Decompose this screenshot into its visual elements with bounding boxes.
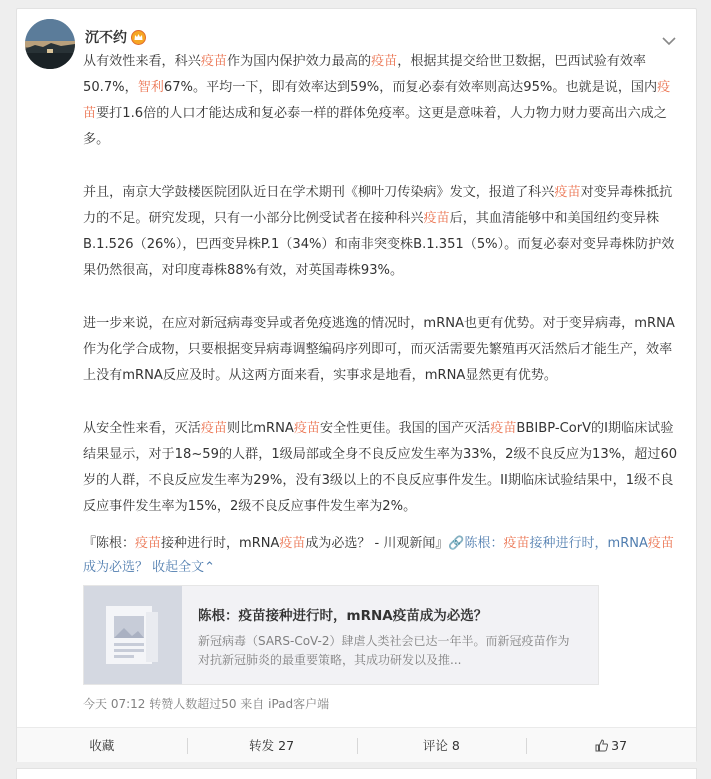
- link-preview-card[interactable]: [83, 585, 599, 685]
- text-segment: 要打1.6倍的人口才能达成和复必泰一样的群体免疫率。这更是意味着，人力物力财力要高出六成之多。: [83, 106, 667, 147]
- crown-badge-icon: [131, 30, 146, 45]
- weibo-post-card: [16, 8, 697, 762]
- chevron-down-icon[interactable]: [662, 31, 676, 41]
- text-segment: 从安全性来看，灭活: [83, 421, 201, 436]
- topic-keyword-link[interactable]: 智利: [137, 80, 164, 95]
- username-row: [85, 27, 146, 47]
- topic-keyword-link[interactable]: 疫苗: [279, 536, 306, 551]
- collect-button[interactable]: [17, 728, 187, 762]
- post-paragraph: [83, 311, 681, 389]
- thumbs-up-icon: [595, 739, 608, 752]
- post-paragraph: [83, 180, 681, 284]
- topic-keyword-link[interactable]: 疫苗: [554, 185, 581, 200]
- like-count: 37: [611, 737, 628, 753]
- avatar[interactable]: [25, 19, 75, 69]
- text-segment: 安全性更佳。我国的国产灭活: [320, 421, 491, 436]
- post-content: [83, 49, 681, 580]
- text-segment: BBIBP-CorV的I期临床试验结果显示，对于18~59的人群，1级局部或全身不良反应发生率为33%，2级不良反应为13%，超过60岁的人群，不良反应发生率为29%，没有3级以上的不良反应事件发生。II期临床试验结果中，1级不良反应事件发生率为15%，2级不良反应事件发生率为2%。: [83, 421, 678, 514]
- text-segment: 接种进行时，mRNA: [161, 536, 280, 551]
- topic-keyword-link[interactable]: 疫苗: [293, 421, 321, 436]
- post-meta: 今天 07:12 转赞人数超过50 来自 iPad客户端: [83, 697, 330, 711]
- topic-keyword-link[interactable]: 疫苗: [200, 421, 228, 436]
- text-segment: 后，其血清能够中和美国纽约变异株B.1.526（26%），巴西变异株P.1（34%）和南非突变株B.1.351（5%）。而复必泰对变异毒株防护效果仍然很高，对印度毒株88%有效，对英国毒株93%。: [83, 211, 675, 278]
- topic-keyword-link[interactable]: 疫苗: [490, 421, 517, 436]
- text-segment: 『陈根：: [83, 536, 136, 551]
- topic-keyword-link[interactable]: 疫苗: [503, 536, 530, 551]
- comment-label: 评论 8: [422, 738, 460, 753]
- text-segment: 则比mRNA: [227, 421, 294, 436]
- comment-button[interactable]: [357, 728, 527, 762]
- repost-button[interactable]: [187, 728, 357, 762]
- topic-keyword-link[interactable]: 疫苗: [371, 54, 398, 69]
- text-segment: 对变异毒株抵抗力的不足。研究发现，只有一小部分比例受试者在接种科兴: [83, 185, 673, 226]
- link-card-desc-line1: 新冠病毒（SARS-CoV-2）肆虐人类社会已达一年半。而新冠疫苗作为: [198, 634, 570, 648]
- topic-keyword-link[interactable]: 疫苗: [423, 211, 450, 226]
- text-segment: 从有效性来看，科兴: [83, 54, 201, 69]
- post-paragraph: [83, 416, 681, 520]
- text-segment: 作为国内保护效力最高的: [227, 54, 372, 69]
- post-paragraph: [83, 49, 681, 153]
- article-link-text[interactable]: 收起全文⌃: [148, 560, 216, 575]
- next-card-edge: [16, 768, 697, 779]
- text-segment: ，根据其提交给世卫数据，巴西试验有效率50.7%，: [83, 54, 647, 95]
- collect-label: 收藏: [89, 738, 115, 753]
- username[interactable]: 沉不约: [85, 30, 127, 46]
- article-link-text[interactable]: 成为必选？: [83, 560, 149, 575]
- reference-line: [83, 532, 681, 580]
- text-segment: 并且，南京大学鼓楼医院团队近日在学术期刊《柳叶刀传染病》发文，报道了科兴: [83, 185, 555, 200]
- topic-keyword-link[interactable]: 疫苗: [200, 54, 228, 69]
- repost-label: 转发 27: [249, 738, 295, 753]
- topic-keyword-link[interactable]: 疫苗: [647, 536, 674, 551]
- action-bar: [17, 727, 696, 762]
- link-card-title: 陈根：疫苗接种进行时，mRNA疫苗成为必选？: [198, 608, 488, 624]
- like-button[interactable]: [526, 728, 696, 762]
- link-card-desc-line2: 对抗新冠肺炎的最重要策略，其成功研发以及推...: [198, 653, 462, 667]
- topic-keyword-link[interactable]: 疫苗: [83, 80, 671, 121]
- text-segment: 67%。平均一下，即有效率达到59%，而复必泰有效率则高达95%。也就是说，国内: [163, 80, 658, 95]
- article-link-text[interactable]: 🔗陈根：: [448, 536, 504, 551]
- topic-keyword-link[interactable]: 疫苗: [135, 536, 162, 551]
- text-segment: 成为必选？ - 川观新闻』: [305, 536, 449, 551]
- document-thumbnail-icon: [84, 586, 182, 684]
- text-segment: 进一步来说，在应对新冠病毒变异或者免疫逃逸的情况时，mRNA也更有优势。对于变异病毒，mRNA作为化学合成物，只要根据变异病毒调整编码序列即可，而灭活需要先繁殖再灭活然后才能生产，效率上没有mRNA反应及时。从这两方面来看，实事求是地看，mRNA显然更有优势。: [83, 316, 675, 383]
- article-link-text[interactable]: 接种进行时，mRNA: [529, 536, 648, 551]
